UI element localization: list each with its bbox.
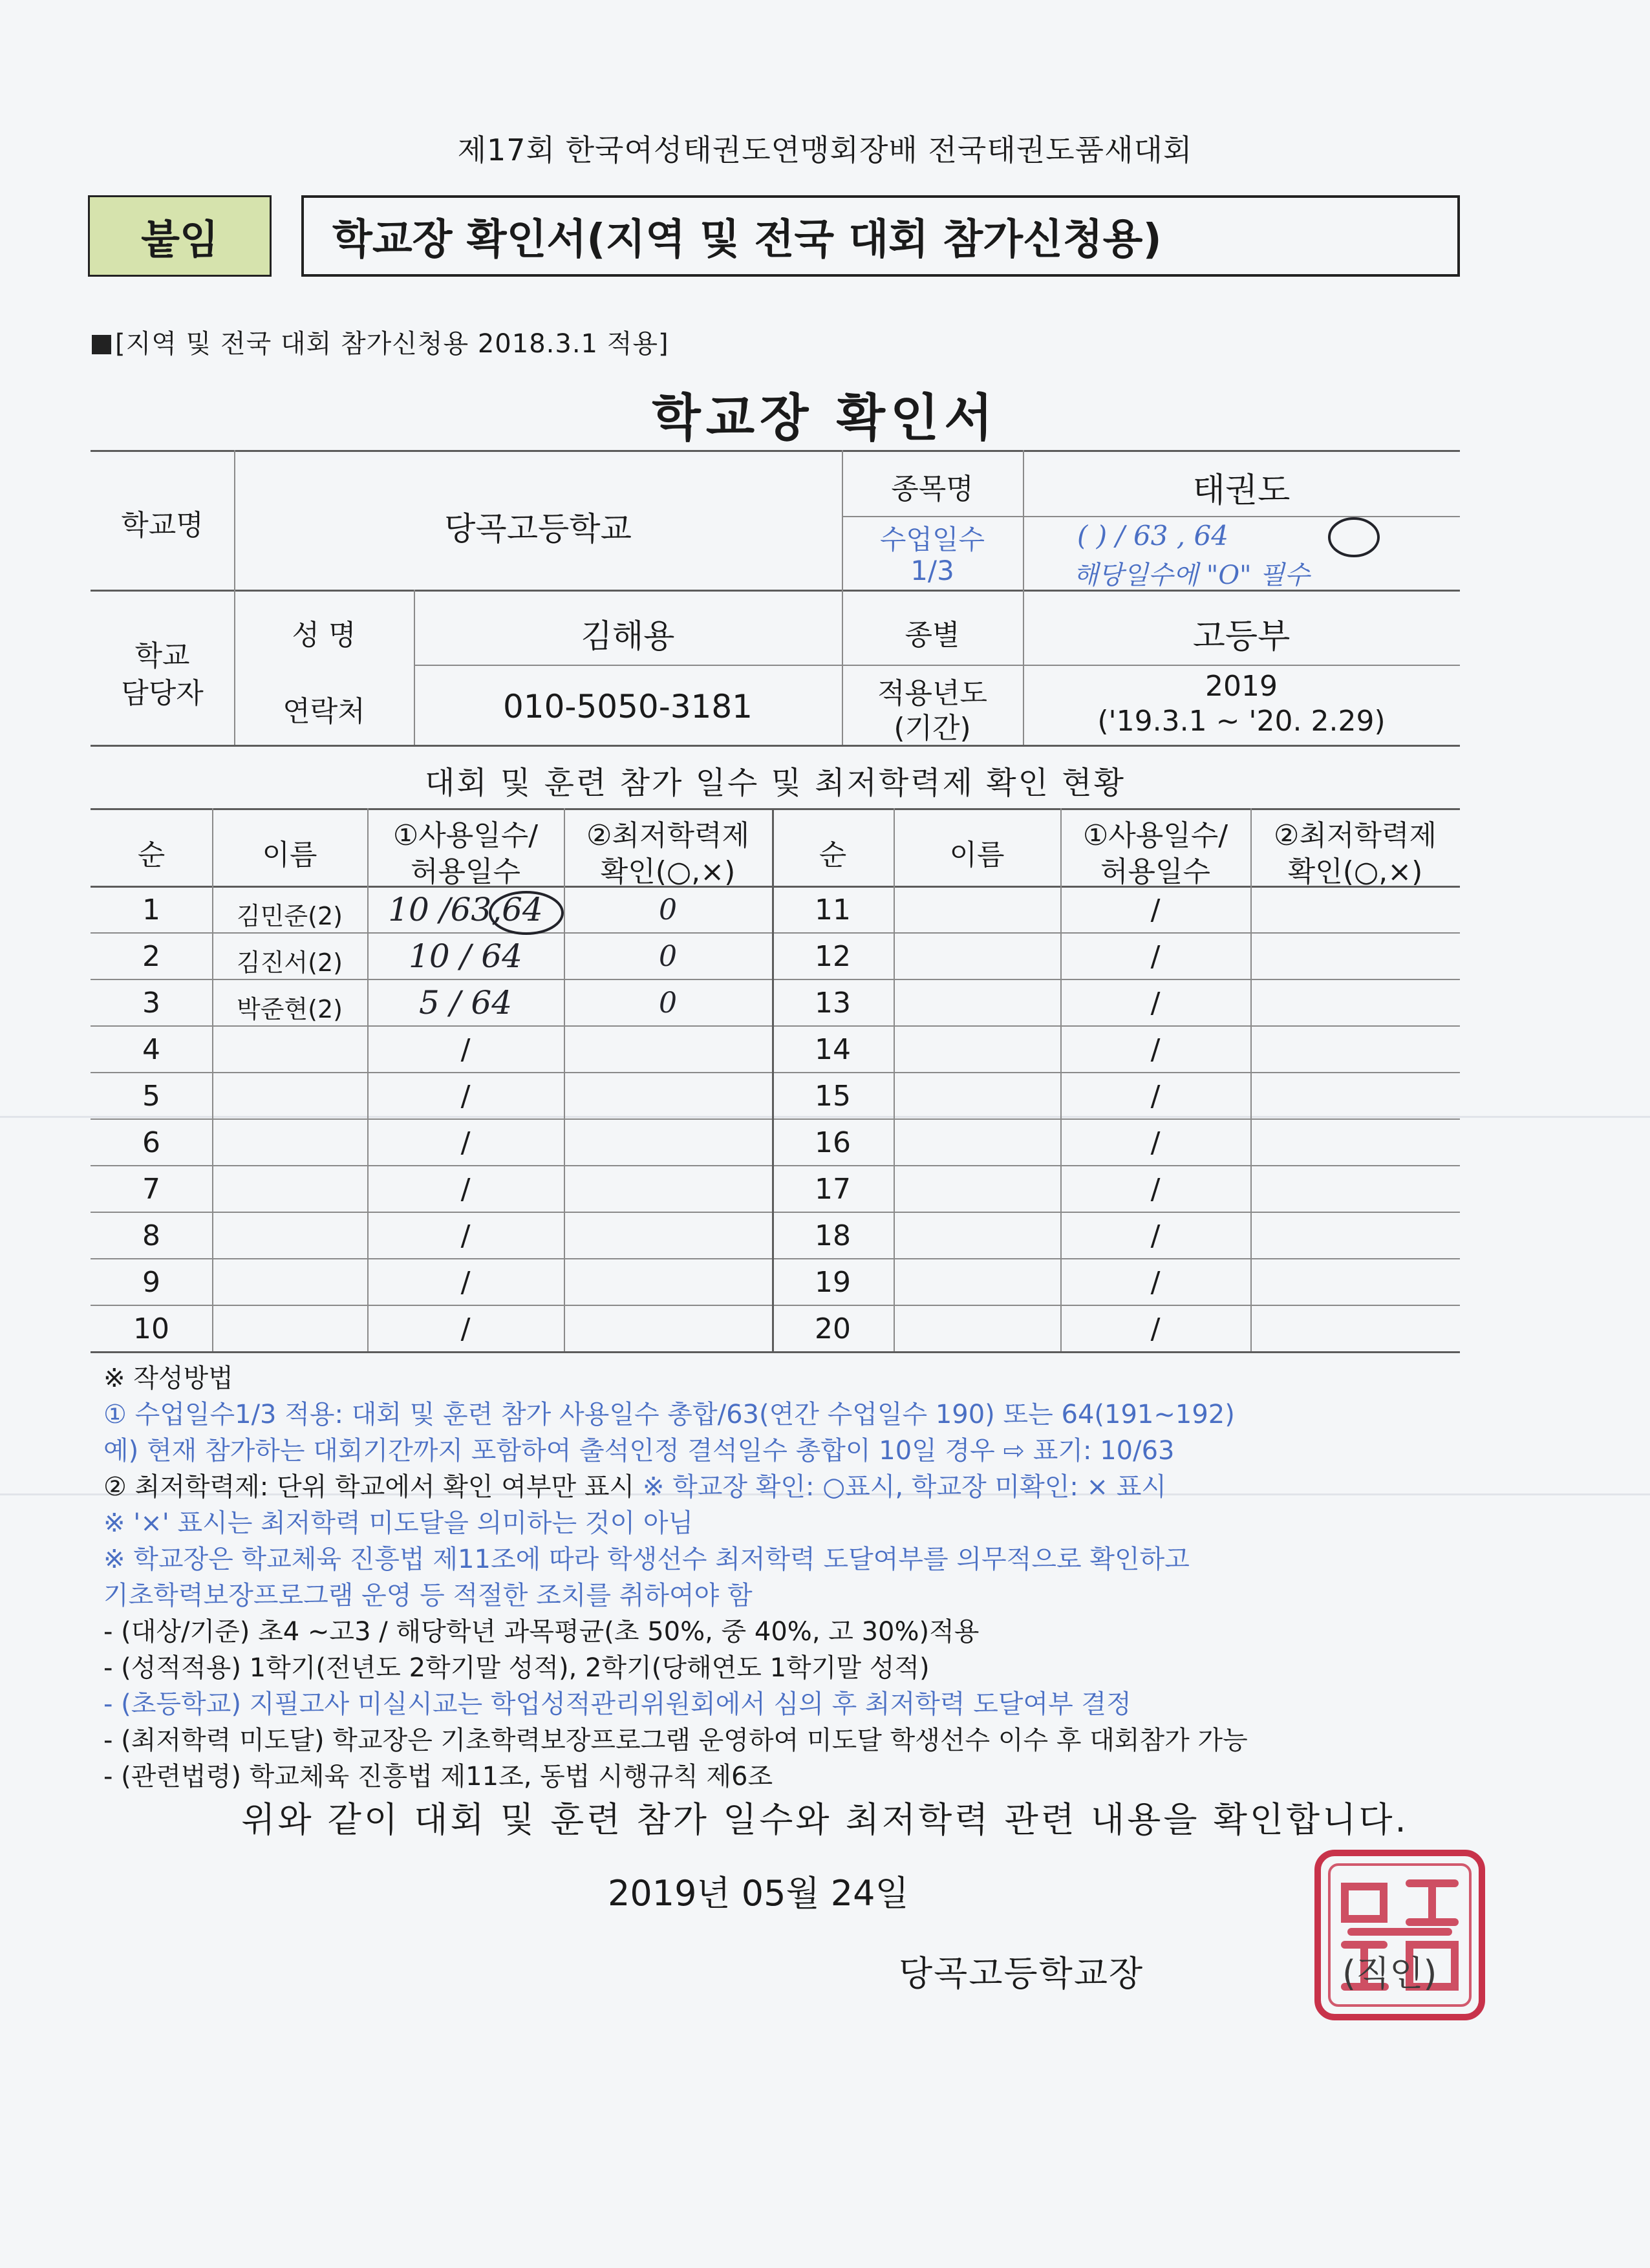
table-border bbox=[91, 745, 1460, 747]
sport-value: 태권도 bbox=[1192, 471, 1291, 510]
used-days-value: / bbox=[1150, 1080, 1161, 1113]
header-days-2: 허용일수 bbox=[410, 855, 520, 888]
sport-label: 종목명 bbox=[891, 473, 974, 506]
table-border bbox=[91, 1165, 1460, 1166]
row-number: 2 bbox=[142, 940, 160, 973]
instruction-line: ※ '×' 표시는 최저학력 미도달을 의미하는 것이 아님 bbox=[103, 1508, 694, 1538]
used-days-value: / bbox=[1150, 1126, 1161, 1159]
attachment-title-text: 학교장 확인서(지역 및 전국 대회 참가신청용) bbox=[332, 216, 1162, 264]
used-days-value: / bbox=[460, 1312, 471, 1345]
used-days-value: / bbox=[460, 1266, 471, 1299]
table-border bbox=[91, 450, 1460, 452]
header-no: 순 bbox=[819, 839, 847, 872]
used-days-value: / bbox=[1150, 1173, 1161, 1206]
name-value: 김해용 bbox=[581, 617, 675, 655]
academic-check-value: 0 bbox=[659, 987, 677, 1020]
table-border bbox=[1250, 808, 1252, 1351]
section-title: 대회 및 훈련 참가 일수 및 최저학력제 확인 현황 bbox=[424, 765, 1126, 801]
header-check-2: 확인(○,×) bbox=[1287, 855, 1423, 888]
instruction-line: - (최저학력 미도달) 학교장은 기초학력보장프로그램 운영하여 미도달 학생선수 이수 후 대회참가 가능 bbox=[103, 1726, 1248, 1755]
row-number: 8 bbox=[142, 1219, 160, 1252]
used-days-value: / bbox=[460, 1126, 471, 1159]
academic-check-value: 0 bbox=[659, 940, 677, 973]
instruction-line bbox=[103, 1469, 1558, 1505]
table-border bbox=[414, 665, 1460, 666]
instruction-line: - (성적적용) 1학기(전년도 2학기말 성적), 2학기(당해연도 1학기말 성적) bbox=[103, 1653, 930, 1683]
instructions-heading: ※ 작성방법 bbox=[103, 1364, 233, 1393]
used-days-value: / bbox=[460, 1080, 471, 1113]
main-title: 학교장 확인서 bbox=[652, 389, 998, 447]
official-seal-icon bbox=[1312, 1848, 1487, 2022]
instruction-line: - (관련법령) 학교체육 진흥법 제11조, 동법 시행규칙 제6조 bbox=[103, 1762, 773, 1792]
principal-name: 당곡고등학교장 bbox=[899, 1953, 1144, 1994]
used-days-value: / bbox=[460, 1173, 471, 1206]
used-days-value: 10 / 64 bbox=[409, 937, 522, 975]
athlete-name: 김진서(2) bbox=[237, 948, 343, 977]
year-label-1: 적용년도 bbox=[877, 677, 987, 710]
row-number: 3 bbox=[142, 987, 160, 1020]
used-days-value: 10 /63,64 bbox=[388, 891, 543, 928]
confirmation-sentence: 위와 같이 대회 및 훈련 참가 일수와 최저학력 관련 내용을 확인합니다. bbox=[241, 1799, 1409, 1840]
row-number: 18 bbox=[815, 1219, 851, 1252]
row-number: 7 bbox=[142, 1173, 160, 1206]
used-days-value: / bbox=[460, 1219, 471, 1252]
row-number: 17 bbox=[815, 1173, 851, 1206]
division-value: 고등부 bbox=[1192, 617, 1291, 656]
header-days-2: 허용일수 bbox=[1100, 855, 1210, 888]
division-label: 종별 bbox=[905, 619, 960, 652]
instruction-line: 기초학력보장프로그램 운영 등 적절한 조치를 취하여야 함 bbox=[103, 1581, 753, 1610]
table-border bbox=[91, 932, 1460, 934]
instruction-line: ※ 학교장은 학교체육 진흥법 제11조에 따라 학생선수 최저학력 도달여부를 의무적으로 확인하고 bbox=[103, 1545, 1190, 1574]
school-label: 학교명 bbox=[121, 509, 204, 542]
header-no: 순 bbox=[137, 839, 166, 872]
table-border bbox=[91, 1212, 1460, 1213]
row-number: 12 bbox=[815, 940, 851, 973]
instruction-text: ※ 학교장 확인: ○표시, 학교장 미확인: × 표시 bbox=[642, 1472, 1167, 1502]
attachment-title bbox=[301, 195, 1460, 277]
row-number: 4 bbox=[142, 1033, 160, 1066]
used-days-value: / bbox=[1150, 1266, 1161, 1299]
instruction-text: ② 최저학력제: 단위 학교에서 확인 여부만 표시 bbox=[103, 1472, 643, 1502]
athlete-name: 김민준(2) bbox=[237, 902, 343, 930]
table-border bbox=[91, 1351, 1460, 1353]
contest-title: 제17회 한국여성태권도연맹회장배 전국태권도품새대회 bbox=[457, 133, 1193, 167]
table-border bbox=[894, 808, 895, 1351]
row-number: 10 bbox=[133, 1312, 169, 1345]
row-number: 5 bbox=[142, 1080, 160, 1113]
row-number: 19 bbox=[815, 1266, 851, 1299]
days-value: ( ) / 63 , 64 bbox=[1077, 520, 1228, 551]
year-value-1: 2019 bbox=[1205, 670, 1278, 703]
row-number: 11 bbox=[815, 893, 851, 926]
used-days-value: / bbox=[1150, 1033, 1161, 1066]
school-value: 당곡고등학교 bbox=[444, 510, 632, 548]
staff-label-1: 학교 bbox=[134, 639, 190, 672]
used-days-value: 5 / 64 bbox=[418, 984, 513, 1022]
used-days-value: / bbox=[1150, 893, 1161, 926]
table-border bbox=[91, 1025, 1460, 1027]
athlete-name: 박준현(2) bbox=[237, 995, 343, 1023]
row-number: 1 bbox=[142, 893, 160, 926]
row-number: 16 bbox=[815, 1126, 851, 1159]
row-number: 9 bbox=[142, 1266, 160, 1299]
header-days-1: ①사용일수/ bbox=[1082, 819, 1228, 852]
table-border bbox=[212, 808, 213, 1351]
attachment-badge: 붙임 bbox=[88, 195, 272, 277]
table-border bbox=[91, 1305, 1460, 1306]
seal-mark-text: (직인) bbox=[1342, 1953, 1437, 1994]
applicability-note bbox=[92, 323, 669, 360]
hand-drawn-circle-icon bbox=[486, 888, 566, 937]
header-name: 이름 bbox=[949, 839, 1005, 872]
table-border bbox=[91, 808, 1460, 810]
instruction-line: ① 수업일수1/3 적용: 대회 및 훈련 참가 사용일수 총합/63(연간 수업일수 190) 또는 64(191~192) bbox=[103, 1400, 1235, 1429]
header-check-2: 확인(○,×) bbox=[600, 855, 736, 888]
table-border bbox=[91, 979, 1460, 980]
writing-instructions bbox=[103, 1360, 1558, 1795]
header-check-1: ②최저학력제 bbox=[586, 819, 749, 852]
signature-date: 2019년 05월 24일 bbox=[608, 1873, 909, 1914]
applicability-note-text: [지역 및 전국 대회 참가신청용 2018.3.1 적용] bbox=[115, 329, 669, 359]
contact-label: 연락처 bbox=[283, 695, 365, 728]
used-days-value: / bbox=[1150, 1219, 1161, 1252]
row-number: 13 bbox=[815, 987, 851, 1020]
year-label-2: (기간) bbox=[894, 712, 971, 745]
days-label-2: 1/3 bbox=[910, 555, 954, 586]
row-number: 14 bbox=[815, 1033, 851, 1066]
hand-drawn-circle-icon bbox=[1327, 516, 1381, 559]
table-border bbox=[91, 1258, 1460, 1259]
header-name: 이름 bbox=[262, 839, 317, 872]
used-days-value: / bbox=[1150, 1312, 1161, 1345]
row-number: 15 bbox=[815, 1080, 851, 1113]
header-check-1: ②최저학력제 bbox=[1274, 819, 1437, 852]
row-number: 20 bbox=[815, 1312, 851, 1345]
academic-check-value: 0 bbox=[659, 893, 677, 926]
year-value-2: ('19.3.1 ~ '20. 2.29) bbox=[1097, 705, 1386, 738]
instruction-line: - (초등학교) 지필고사 미실시교는 학업성적관리위원회에서 심의 후 최저학력 도달여부 결정 bbox=[103, 1689, 1131, 1719]
instruction-line: - (대상/기준) 초4 ~고3 / 해당학년 과목평균(초 50%, 중 40%, 고 30%)적용 bbox=[103, 1617, 980, 1647]
header-days-1: ①사용일수/ bbox=[392, 819, 539, 852]
table-border bbox=[91, 1118, 1460, 1120]
days-label-1: 수업일수 bbox=[879, 524, 985, 555]
staff-label-2: 담당자 bbox=[121, 677, 204, 710]
square-bullet-icon bbox=[92, 335, 111, 354]
row-number: 6 bbox=[142, 1126, 160, 1159]
name-label: 성 명 bbox=[292, 619, 356, 652]
used-days-value: / bbox=[1150, 940, 1161, 973]
paper-fold-line bbox=[0, 1116, 1650, 1118]
table-border bbox=[91, 1072, 1460, 1073]
used-days-value: / bbox=[1150, 987, 1161, 1020]
instruction-line: 예) 현재 참가하는 대회기간까지 포함하여 출석인정 결석일수 총합이 10일 경우 ⇨ 표기: 10/63 bbox=[103, 1436, 1175, 1466]
contact-value: 010-5050-3181 bbox=[502, 688, 753, 725]
days-hint: 해당일수에 "O" 필수 bbox=[1073, 561, 1310, 590]
used-days-value: / bbox=[460, 1033, 471, 1066]
